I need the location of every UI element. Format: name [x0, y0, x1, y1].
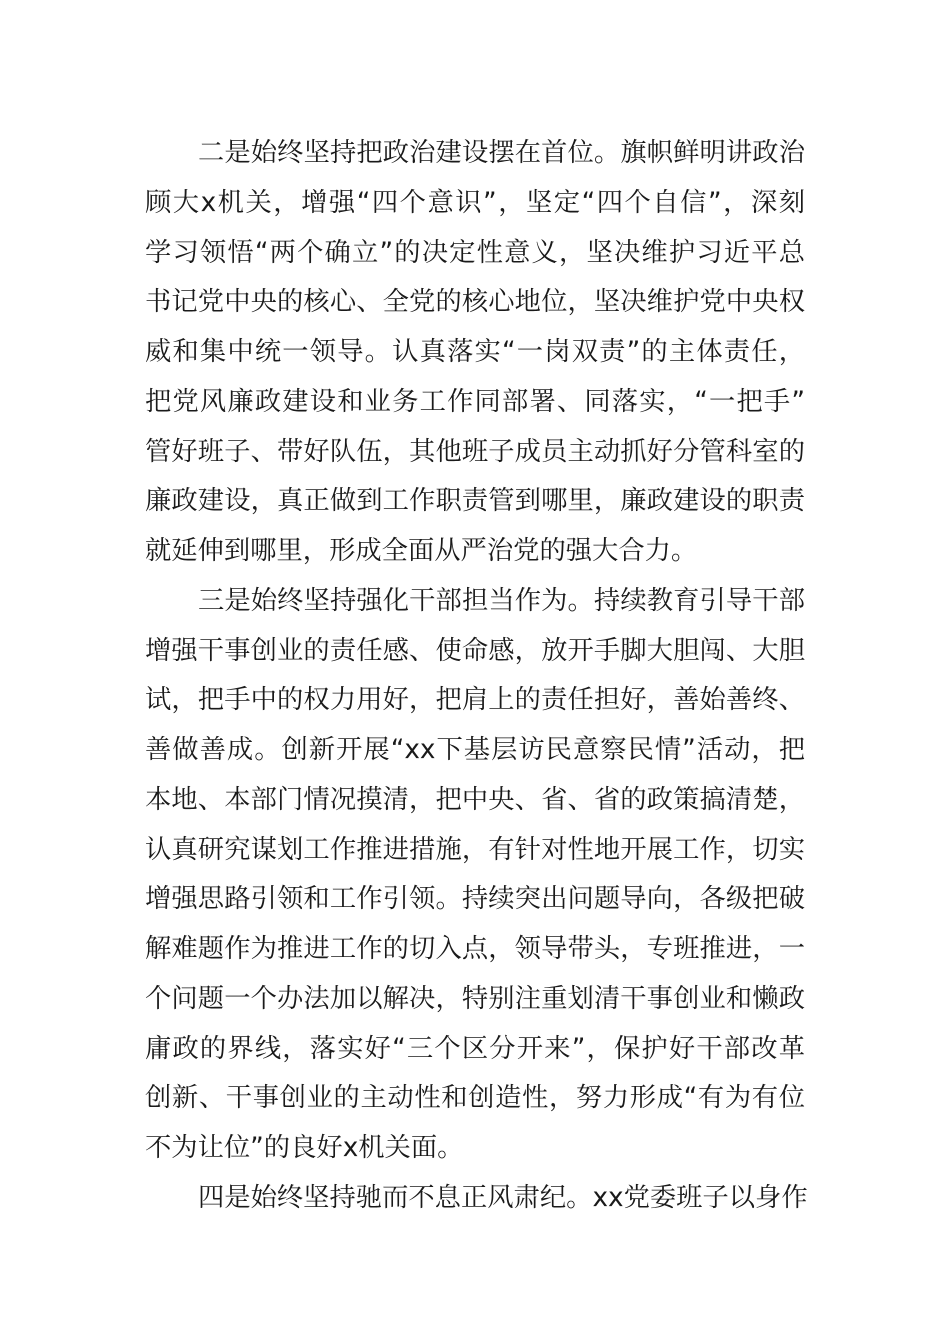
- paragraph-3-line-3: 试，把手中的权力用好，把肩上的责任担好，善始善终、: [145, 685, 805, 716]
- paragraph-3-line-11: 创新、干事创业的主动性和创造性，努力形成“有为有位: [145, 1083, 805, 1114]
- paragraph-3-line-7: 增强思路引领和工作引领。持续突出问题导向，各级把破: [145, 884, 805, 915]
- paragraph-3-line-4: 善做善成。创新开展“xx下基层访民意察民情”活动，把: [145, 735, 805, 765]
- paragraph-3-line-10: 庸政的界线，落实好“三个区分开来”，保护好干部改革: [145, 1033, 805, 1064]
- paragraph-2-line-3: 学习领悟“两个确立”的决定性意义，坚决维护习近平总: [145, 237, 805, 268]
- paragraph-2-line-1: 二是始终坚持把政治建设摆在首位。旗帜鲜明讲政治: [198, 138, 805, 168]
- paragraph-3-line-12: 不为让位”的良好x机关面。: [145, 1133, 464, 1163]
- paragraph-2-line-6: 把党风廉政建设和业务工作同部署、同落实，“一把手”: [145, 386, 805, 417]
- paragraph-2-line-8: 廉政建设，真正做到工作职责管到哪里，廉政建设的职责: [145, 486, 805, 517]
- paragraph-3-line-2: 增强干事创业的责任感、使命感，放开手脚大胆闯、大胆: [145, 635, 805, 666]
- paragraph-2-line-9: 就延伸到哪里，形成全面从严治党的强大合力。: [145, 536, 698, 566]
- paragraph-2-line-7: 管好班子、带好队伍，其他班子成员主动抓好分管科室的: [145, 436, 805, 467]
- document-body: [145, 129, 808, 1224]
- paragraph-3-line-6: 认真研究谋划工作推进措施，有针对性地开展工作，切实: [145, 834, 805, 865]
- paragraph-4-line-1: 四是始终坚持驰而不息正风肃纪。xx党委班子以身作: [198, 1182, 808, 1213]
- paragraph-3-line-9: 个问题一个办法加以解决，特别注重划清干事创业和懒政: [145, 983, 805, 1014]
- paragraph-2-line-5: 威和集中统一领导。认真落实“一岗双责”的主体责任，: [145, 337, 805, 367]
- paragraph-3-line-8: 解难题作为推进工作的切入点，领导带头，专班推进，一: [145, 934, 805, 964]
- paragraph-2-line-2: 顾大x机关，增强“四个意识”，坚定“四个自信”，深刻: [145, 187, 805, 218]
- paragraph-2-line-4: 书记党中央的核心、全党的核心地位，坚决维护党中央权: [145, 287, 805, 318]
- paragraph-3-line-1: 三是始终坚持强化干部担当作为。持续教育引导干部: [198, 585, 805, 616]
- paragraph-3-line-5: 本地、本部门情况摸清，把中央、省、省的政策搞清楚，: [145, 784, 805, 815]
